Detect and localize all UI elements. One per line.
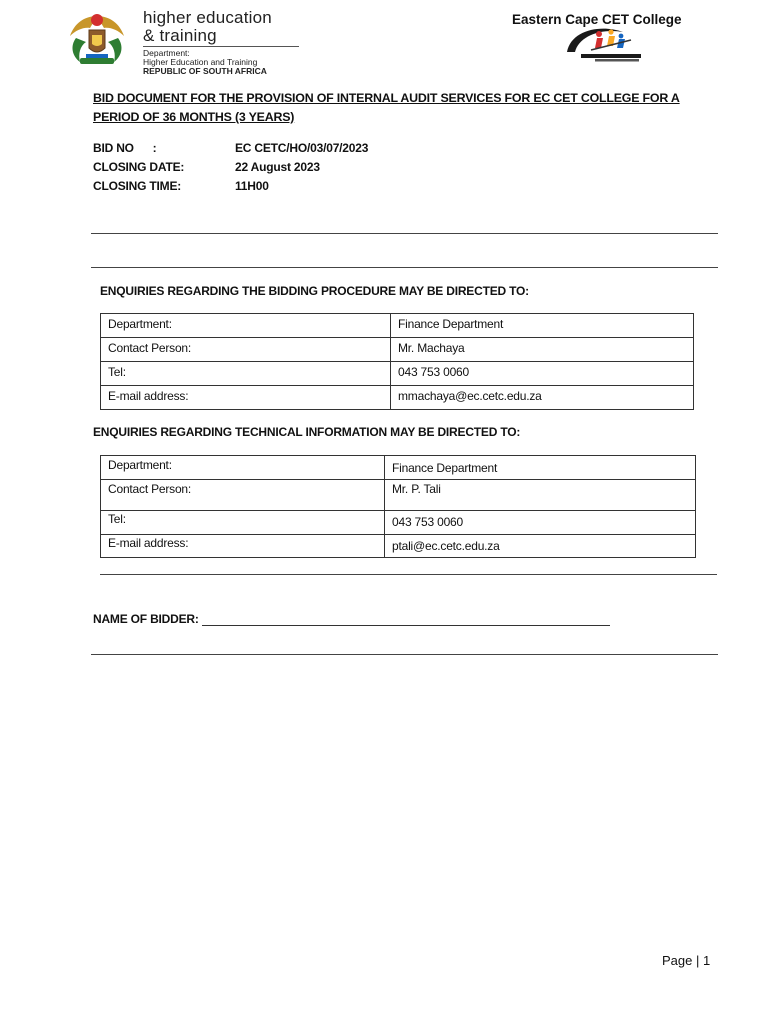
table-cell-label: E-mail address: (101, 535, 385, 558)
table-row (101, 480, 696, 511)
table-cell-label: Tel: (101, 511, 385, 535)
document-title: BID DOCUMENT FOR THE PROVISION OF INTERNAL AUDIT SERVICES FOR EC CET COLLEGE FOR A PERIOD OF 36 MONTHS (3 YEARS) (93, 91, 680, 124)
table-row (101, 362, 694, 386)
dept-sub-line3: REPUBLIC OF SOUTH AFRICA (143, 66, 267, 76)
table-cell-value: Mr. Machaya (391, 338, 694, 362)
closing-date-value: 22 August 2023 (235, 160, 320, 174)
divider-line (91, 233, 718, 234)
table-row (101, 456, 696, 480)
divider-line (91, 654, 718, 655)
dept-sub-line2: Higher Education and Training (143, 57, 258, 67)
table-cell-label: Tel: (101, 362, 391, 386)
table-cell-value: mmachaya@ec.cetc.edu.za (391, 386, 694, 410)
table-row (101, 314, 694, 338)
table-cell-value: 043 753 0060 (391, 362, 694, 386)
table-cell-value: ptali@ec.cetc.edu.za (385, 535, 696, 558)
college-logo (561, 22, 643, 64)
dept-sub-line1: Department: (143, 48, 190, 58)
closing-time-label: CLOSING TIME: (93, 179, 182, 193)
divider-line (91, 267, 718, 268)
table-row (101, 386, 694, 410)
table-cell-label: Contact Person: (101, 338, 391, 362)
closing-date-label: CLOSING DATE: (93, 160, 185, 174)
bidding-enquiries-table (100, 313, 694, 410)
table-cell-value: Finance Department (391, 314, 694, 338)
table-cell-value: Finance Department (385, 456, 696, 480)
table-cell-value: Mr. P. Tali (385, 480, 696, 511)
technical-enquiries-table (100, 455, 696, 558)
table-row (101, 338, 694, 362)
college-name: Eastern Cape CET College (512, 12, 682, 27)
bidding-enquiries-heading: ENQUIRIES REGARDING THE BIDDING PROCEDURE MAY BE DIRECTED TO: (100, 284, 529, 298)
table-cell-label: E-mail address: (101, 386, 391, 410)
bid-no-label: BID NO : (93, 141, 157, 155)
dept-logo-line2: & training (143, 26, 217, 45)
dept-logo-line1: higher education (143, 8, 272, 27)
page-number: Page | 1 (662, 953, 711, 968)
divider-line (100, 574, 717, 575)
closing-time-value: 11H00 (235, 179, 269, 193)
bidder-name-label: NAME OF BIDDER: (93, 612, 199, 626)
bid-no-value: EC CETC/HO/03/07/2023 (235, 141, 369, 155)
table-cell-label: Contact Person: (101, 480, 385, 511)
table-cell-label: Department: (101, 314, 391, 338)
table-row (101, 511, 696, 535)
technical-enquiries-heading: ENQUIRIES REGARDING TECHNICAL INFORMATION MAY BE DIRECTED TO: (93, 425, 521, 439)
table-row (101, 535, 696, 558)
table-cell-label: Department: (101, 456, 385, 480)
bidder-name-field[interactable] (202, 625, 610, 626)
dept-logo-divider (143, 46, 299, 47)
coat-of-arms-logo (64, 10, 130, 68)
department-logo-text (143, 9, 299, 76)
table-cell-value: 043 753 0060 (385, 511, 696, 535)
